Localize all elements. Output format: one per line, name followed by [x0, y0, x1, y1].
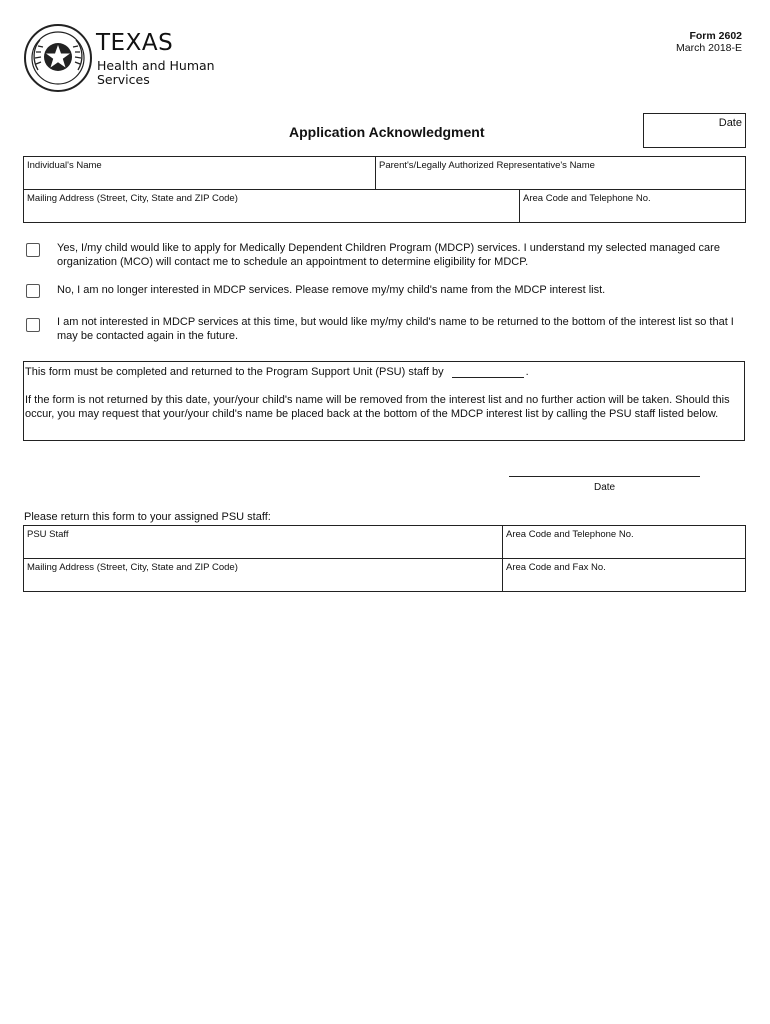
psu-fax-cell[interactable] — [503, 559, 746, 592]
form-number: Form 2602 — [689, 30, 742, 42]
notice-consequence-text: If the form is not returned by this date, your/your child's name will be removed from the interest list and no further action will be taken. Should this occur, you may request that your/your child's name be placed back at the bottom of the MDCP interest list by calling the PSU staff listed below. — [25, 394, 730, 420]
brand-subtitle-line1: Health and Human — [97, 58, 215, 73]
apply-checkbox[interactable] — [26, 243, 40, 257]
option-apply[interactable] — [26, 241, 746, 271]
brand-name: TEXAS — [96, 30, 174, 56]
psu-staff-label: PSU Staff — [27, 529, 69, 540]
telephone-input[interactable] — [523, 206, 738, 217]
psu-telephone-cell[interactable] — [503, 526, 746, 559]
psu-telephone-label: Area Code and Telephone No. — [506, 529, 634, 540]
option-defer-text: I am not interested in MDCP services at this time, but would like my/my child's name to be returned to the bottom of the interest list so that I may be contacted again in the future. — [57, 316, 734, 342]
brand-subtitle-line2: Services — [97, 72, 150, 87]
defer-checkbox[interactable] — [26, 318, 40, 332]
psu-mailing-address-input[interactable] — [27, 575, 490, 586]
option-apply-text: Yes, I/my child would like to apply for Medically Dependent Children Program (MDCP) services. I understand my selected managed care organization (MCO) will contact me to schedule an appointment to determine eligibility for MDCP. — [57, 242, 720, 268]
mailing-address-cell[interactable] — [24, 190, 520, 223]
representative-name-input[interactable] — [379, 173, 735, 184]
psu-mailing-address-label: Mailing Address (Street, City, State and ZIP Code) — [27, 562, 238, 573]
deadline-date-blank[interactable] — [452, 365, 524, 378]
psu-info-table — [23, 525, 746, 592]
date-field[interactable] — [643, 113, 746, 148]
individual-name-input[interactable] — [27, 173, 365, 184]
option-remove-text: No, I am no longer interested in MDCP services. Please remove my/my child's name from the MDCP interest list. — [57, 284, 606, 296]
date-field-label: Date — [718, 117, 742, 129]
return-instruction: Please return this form to your assigned PSU staff: — [24, 511, 271, 523]
psu-staff-cell[interactable] — [24, 526, 503, 559]
mailing-address-input[interactable] — [27, 206, 506, 217]
psu-staff-input[interactable] — [27, 542, 490, 553]
psu-telephone-input[interactable] — [506, 542, 737, 553]
option-remove[interactable] — [26, 283, 746, 299]
option-defer[interactable] — [26, 315, 746, 345]
signature-date-label: Date — [594, 482, 616, 493]
representative-name-label: Parent's/Legally Authorized Representative's Name — [379, 160, 595, 171]
brand-subtitle — [97, 59, 215, 87]
psu-fax-label: Area Code and Fax No. — [506, 562, 606, 573]
telephone-cell[interactable] — [520, 190, 746, 223]
psu-mailing-address-cell[interactable] — [24, 559, 503, 592]
notice-deadline-text: This form must be completed and returned to the Program Support Unit (PSU) staff by — [25, 366, 444, 378]
representative-name-cell[interactable] — [376, 157, 746, 190]
page-title: Application Acknowledgment — [289, 124, 485, 140]
notice-box — [23, 361, 745, 441]
mailing-address-label: Mailing Address (Street, City, State and ZIP Code) — [27, 193, 238, 204]
applicant-info-table — [23, 156, 746, 223]
individual-name-label: Individual's Name — [27, 160, 102, 171]
telephone-label: Area Code and Telephone No. — [523, 193, 651, 204]
remove-checkbox[interactable] — [26, 284, 40, 298]
texas-seal-logo — [24, 24, 92, 92]
notice-deadline-line — [25, 365, 529, 378]
notice-period: . — [525, 366, 529, 378]
signature-date-line[interactable] — [509, 476, 700, 477]
psu-fax-input[interactable] — [506, 575, 737, 586]
form-revision: March 2018-E — [676, 42, 742, 54]
individual-name-cell[interactable] — [24, 157, 376, 190]
